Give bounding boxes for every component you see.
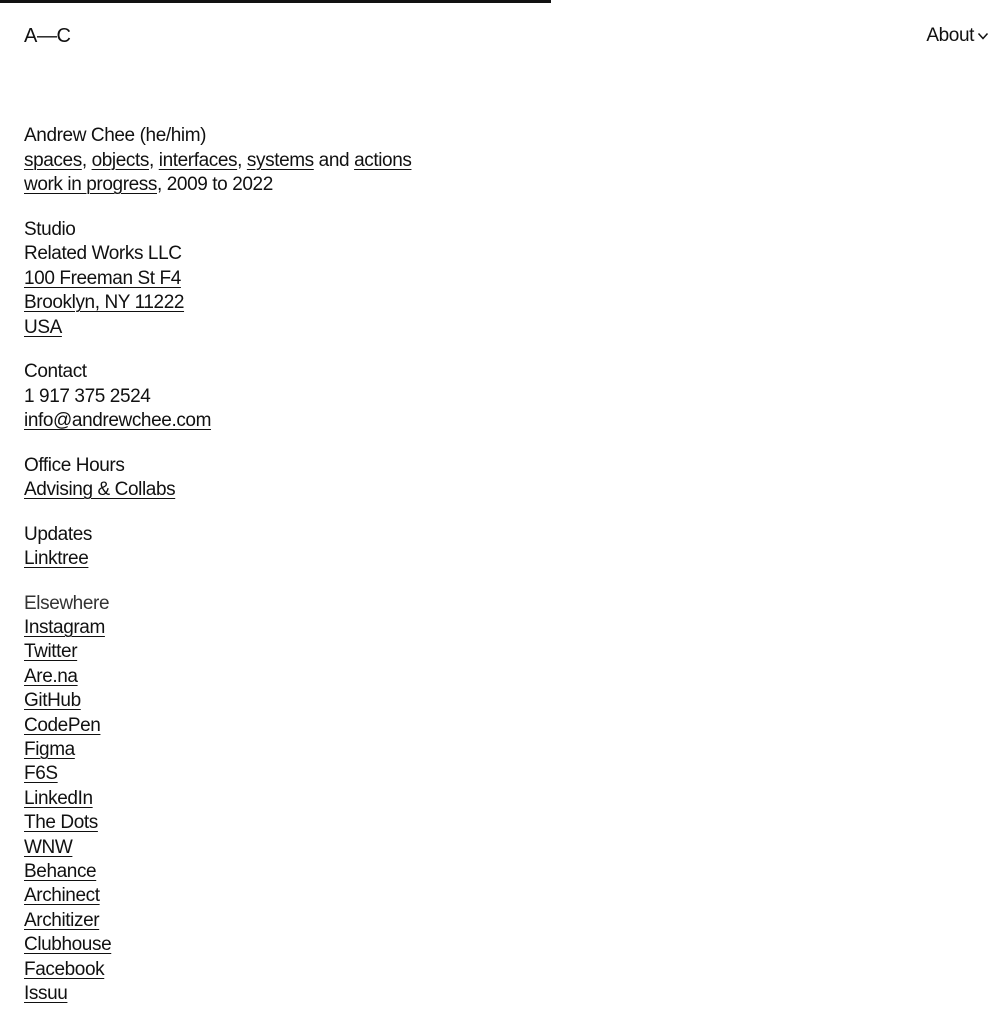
link-actions[interactable]: actions	[354, 149, 412, 171]
contact-section	[24, 360, 411, 434]
updates-section	[24, 523, 411, 572]
social-link-wnw[interactable]: WNW	[24, 836, 73, 858]
link-work-in-progress[interactable]: work in progress	[24, 174, 157, 195]
scroll-progress-fill	[0, 0, 551, 3]
and-text: and	[318, 149, 350, 171]
contact-heading: Contact	[24, 361, 87, 382]
link-systems[interactable]: systems	[246, 149, 314, 171]
elsewhere-heading: Elsewhere	[24, 592, 110, 614]
updates-heading: Updates	[24, 523, 92, 545]
social-link-issuu[interactable]: Issuu	[24, 983, 68, 1004]
chevron-down-icon	[976, 29, 990, 43]
linktree-link[interactable]: Linktree	[24, 548, 89, 569]
social-link-twitter[interactable]: Twitter	[24, 641, 78, 663]
author-name: Andrew Chee (he/him)	[24, 125, 207, 146]
social-link-clubhouse[interactable]: Clubhouse	[24, 934, 112, 956]
intro-section	[24, 124, 411, 198]
social-link-f6s[interactable]: F6S	[24, 763, 58, 785]
social-link-the-dots[interactable]: The Dots	[24, 812, 98, 834]
about-menu-button[interactable]	[926, 24, 990, 48]
address-country-link[interactable]: USA	[24, 316, 62, 338]
elsewhere-section	[24, 592, 411, 1007]
about-label: About	[926, 25, 974, 46]
studio-name: Related Works LLC	[24, 243, 182, 264]
email-link[interactable]: info@andrewchee.com	[24, 410, 212, 431]
years-text: , 2009 to 2022	[156, 174, 273, 195]
address-street-link[interactable]: 100 Freeman St F4	[24, 267, 181, 289]
social-link-figma[interactable]: Figma	[24, 738, 75, 760]
studio-heading: Studio	[24, 218, 76, 240]
office-hours-section	[24, 454, 411, 503]
address-city-link[interactable]: Brooklyn, NY 11222	[24, 292, 185, 313]
advising-collabs-link[interactable]: Advising & Collabs	[24, 479, 176, 500]
social-link-instagram[interactable]: Instagram	[24, 616, 105, 638]
main-content	[24, 124, 411, 1026]
social-link-architizer[interactable]: Architizer	[24, 909, 100, 931]
link-objects[interactable]: objects	[91, 149, 149, 171]
social-link-linkedin[interactable]: LinkedIn	[24, 787, 93, 809]
scroll-progress-bar	[0, 0, 1000, 3]
social-link-codepen[interactable]: CodePen	[24, 714, 101, 736]
social-link-archinect[interactable]: Archinect	[24, 885, 100, 907]
link-interfaces[interactable]: interfaces	[158, 149, 238, 171]
office-hours-heading: Office Hours	[24, 454, 125, 476]
phone-number: 1 917 375 2524	[24, 385, 151, 407]
social-link-behance[interactable]: Behance	[24, 860, 97, 882]
wip-line	[24, 173, 411, 198]
social-link-facebook[interactable]: Facebook	[24, 958, 105, 980]
disciplines-line: spaces, objects, interfaces, systems and actions	[24, 149, 412, 171]
social-link-github[interactable]: GitHub	[24, 690, 81, 712]
site-logo[interactable]: A—C	[24, 25, 71, 47]
studio-section	[24, 218, 411, 341]
social-link-arena[interactable]: Are.na	[24, 665, 78, 687]
link-spaces[interactable]: spaces	[24, 149, 82, 171]
